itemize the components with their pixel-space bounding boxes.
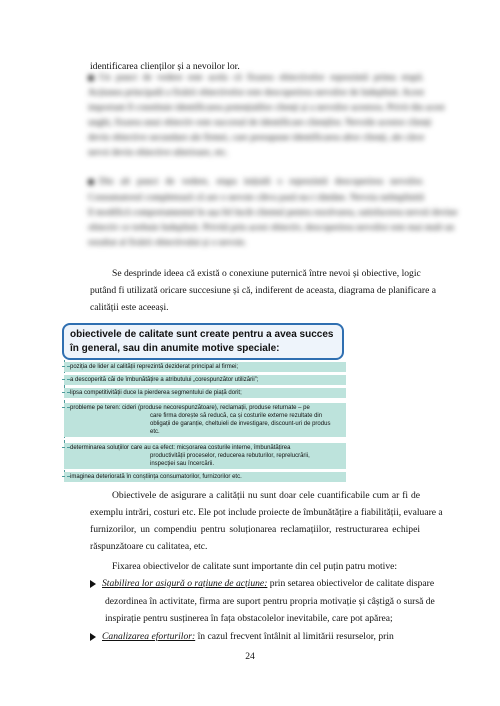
diagram-item: poziția de lider al calității reprezintă deziderat principal al firmei;: [64, 362, 346, 372]
blurred-line: nevoi devin obiective ulterioare, etc.: [88, 147, 229, 158]
blurred-line: Consumatorul completează că are o nevoie câtva pasă nu-i rămâne. Nevoia neîmplinită: [88, 192, 424, 203]
diagram-item: probleme pe teren: cideri (produse necorespunzătoare), reclamații, produse returnate – pe care firma dorește să reducă, ca și costurile externe rezultate din obligații de garanție, cheltuieli de investigare, discount-uri de produs etc.: [64, 403, 346, 437]
paragraph-line: exemplu intrări, costuri etc. Ele pot include proiecte de îmbunătățire a fiabilității, evaluare a: [90, 507, 443, 518]
paragraph-line: putând fi utilizată oricare succesiune și că, indiferent de aceasta, diagrama de planificare a: [90, 285, 436, 296]
diagram-item: determinarea soluțiilor care au ca efect: micșorarea costurile interne, îmbunătățirea productivității proceselor, reducerea rebuturilor, reprelucrării, inspecției sau încercării.: [64, 443, 346, 469]
diagram-item: lipsa competitivității duce la pierderea segmentului de piață dorit;: [64, 388, 346, 398]
arrow-bullet-icon: [90, 633, 96, 641]
motive-2: Canalizarea eforturilor: în cazul frecvent întâlnit al limitării resurselor, prin: [90, 631, 420, 643]
paragraph-line: inspirație pentru susținerea în fața obstacolelor inevitabile, care pot apărea;: [105, 613, 393, 624]
blurred-line: Un punct de vedere este acela că fixarea obiectivelor reprezintă prima etapă.: [88, 72, 424, 84]
diagram-item: a descoperită căi de îmbunătățire a atributului „corespunzător utilizării”;: [64, 375, 346, 385]
paragraph-line: Obiectivele de asigurare a calității nu sunt doar cele cuantificabile cum ar fi de: [112, 490, 420, 501]
paragraph-line: furnizorilor, un compendiu pentru soluționarea reclamațiilor, restructurarea echipei: [90, 524, 420, 535]
page-number: 24: [245, 651, 255, 662]
blurred-line: Acțiunea principală a fixării obiectivelor este descoperirea nevoilor de îndeplinit. Acest: [88, 87, 424, 98]
arrow-bullet-icon: [90, 580, 96, 588]
bullet-icon: [88, 179, 94, 185]
bullet-icon: [88, 75, 94, 81]
intro-line: identificarea clienților și a nevoilor lor.: [90, 61, 240, 72]
diagram-header: obiectivele de calitate sunt create pentru a avea succes în general, sau din anumite motive speciale:: [62, 323, 344, 360]
diagram-item: imaginea deteriorată în conștiința consumatorilor, furnizorilor etc.: [64, 472, 346, 482]
blurred-line: unghi, fixarea unui obiectiv este succesul de identificare clienților. Nevoile acestor clienți: [88, 117, 432, 128]
blurred-line: devin obiective secundare ale firmei, care presupune identificarea altor clienți, ale căror: [88, 132, 425, 143]
blurred-section: [88, 66, 458, 266]
paragraph-line: Fixarea obiectivelor de calitate sunt importante din cel puțin patru motive:: [112, 561, 398, 572]
paragraph-line: dezordinea în activitate, firma are suport pentru propria motivație și câștigă o sursă de: [105, 596, 435, 607]
paragraph-line: Se desprinde ideea că există o conexiune puternică între nevoi și obiective, logic: [112, 268, 421, 279]
blurred-line: important îl constituie identificarea potențialilor clienți și a nevoilor acestora. Privit din acest: [88, 102, 445, 113]
blurred-line: rezultat al fixării obiectivului și o nevoie.: [88, 237, 247, 248]
blurred-line: îl modifică comportamentul în așa fel încât clientul pentru rezolvarea, satisfacerea nevoii devine: [88, 207, 458, 218]
paragraph-line: calității este aceeași.: [90, 302, 169, 313]
blurred-line: obiectiv ce trebuie îndeplinit. Privită prin acest obiectiv, descoperirea nevoilor este mai mult un: [88, 222, 455, 233]
motive-1: Stabilirea lor asigură o rațiune de acțiune: prin setarea obiectivelor de calitate dispare: [90, 578, 420, 590]
paragraph-line: răspunzătoare cu calitatea, etc.: [90, 541, 208, 552]
blurred-line: Din alt punct de vedere, etapa inițială o reprezintă descoperirea nevoilor.: [88, 176, 424, 188]
